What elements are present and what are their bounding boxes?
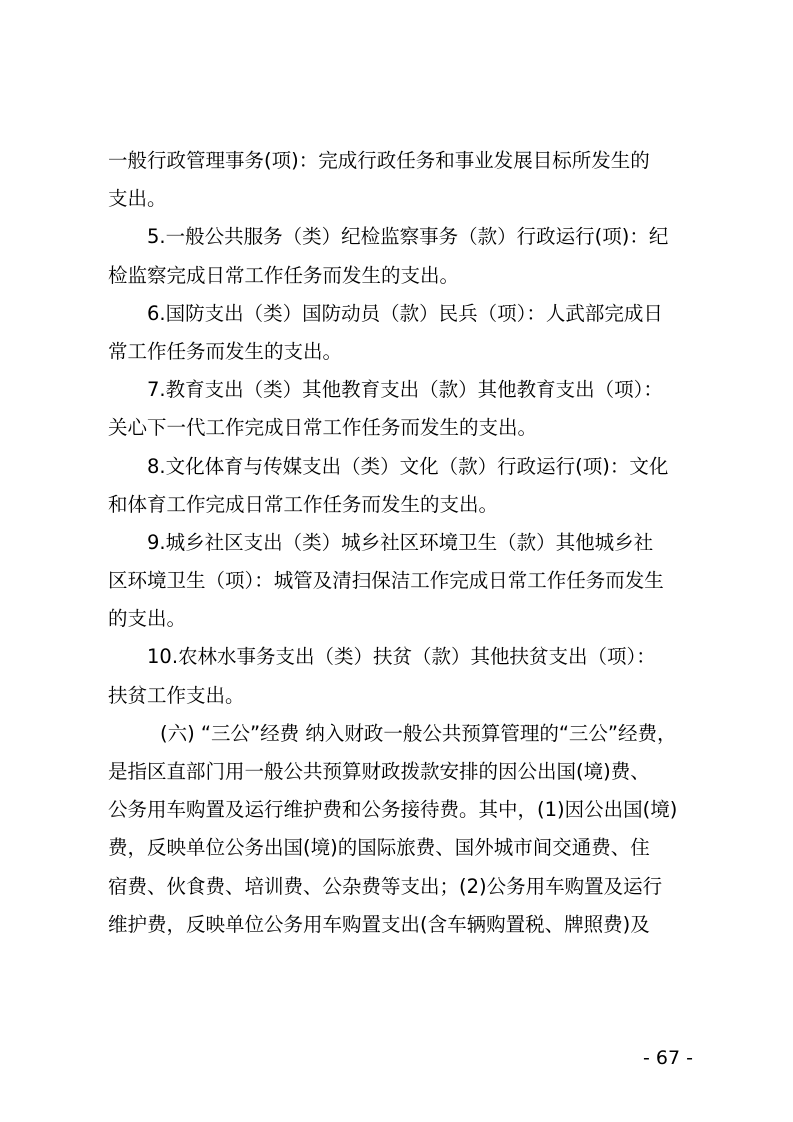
text-line: 10.农林水事务支出（类）扶贫（款）其他扶贫支出（项）： xyxy=(147,645,656,669)
text-line: 区环境卫生（项）：城管及清扫保洁工作完成日常工作任务而发生 xyxy=(108,569,664,593)
text-line: (六) “三公”经费 纳入财政一般公共预算管理的“三公”经费， xyxy=(160,721,677,745)
page-number: - 67 - xyxy=(643,1047,693,1069)
text-line: 一般行政管理事务(项)：完成行政任务和事业发展目标所发生的 xyxy=(108,149,650,172)
text-line: 宿费、伙食费、培训费、公杂费等支出；(2)公务用车购置及运行 xyxy=(108,874,663,898)
text-line: 6.国防支出（类）国防动员（款）民兵（项）：人武部完成日 xyxy=(147,301,663,325)
text-line: 公务用车购置及运行维护费和公务接待费。其中，(1)因公出国(境) xyxy=(108,798,678,822)
text-line: 费，反映单位公务出国(境)的国际旅费、国外城市间交通费、住 xyxy=(108,836,650,860)
text-line: 9.城乡社区支出（类）城乡社区环境卫生（款）其他城乡社 xyxy=(147,530,654,554)
text-line: 维护费，反映单位公务用车购置支出(含车辆购置税、牌照费)及 xyxy=(108,912,650,936)
text-line: 7.教育支出（类）其他教育支出（款）其他教育支出（项）： xyxy=(147,378,663,402)
text-line: 的支出。 xyxy=(108,607,187,631)
text-line: 8.文化体育与传媒支出（类）文化（款）行政运行(项)：文化 xyxy=(147,454,669,478)
text-line: 和体育工作完成日常工作任务而发生的支出。 xyxy=(108,492,499,516)
text-line: 5.一般公共服务（类）纪检监察事务（款）行政运行(项)：纪 xyxy=(147,225,669,249)
text-line: 支出。 xyxy=(108,187,167,211)
text-line: 常工作任务而发生的支出。 xyxy=(108,339,343,363)
text-line: 关心下一代工作完成日常工作任务而发生的支出。 xyxy=(108,416,538,440)
text-line: 是指区直部门用一般公共预算财政拨款安排的因公出国(境)费、 xyxy=(108,760,650,783)
text-line: 检监察完成日常工作任务而发生的支出。 xyxy=(108,263,460,287)
body-text xyxy=(108,146,698,948)
text-line: 扶贫工作支出。 xyxy=(108,683,245,707)
